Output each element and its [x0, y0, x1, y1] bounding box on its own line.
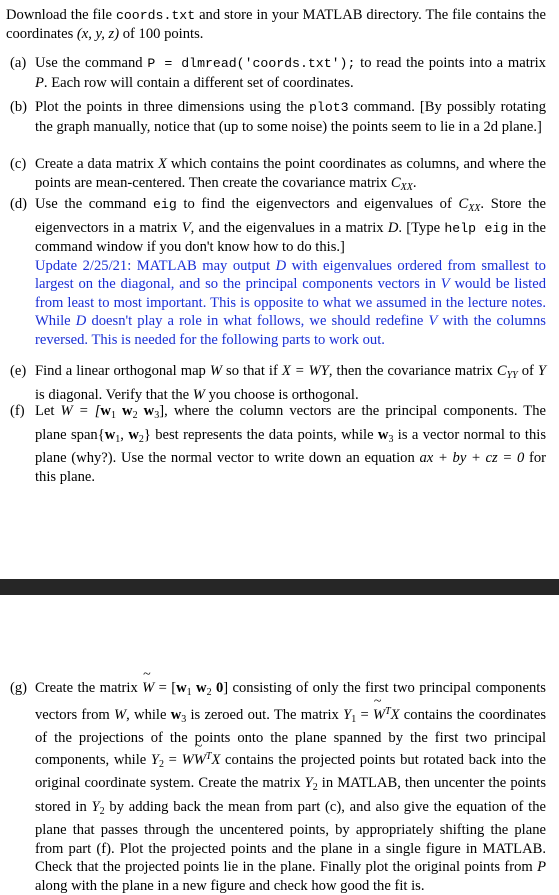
math-w2: w: [122, 403, 133, 419]
math-P: P: [35, 74, 44, 91]
item-f-body: Let $W = [w_1$ $w_2$ $w_3$], where the column vectors are the principal components. The plane $span\{w_1$, $w_2$} best represents the data points, while $w_3$ is a vector normal to this plane (why?). Use the normal vector to write down an equation ax + by + cz = 0 for this plane.: [35, 403, 547, 485]
text: {: [97, 426, 105, 443]
item-label-a: (a): [10, 55, 27, 71]
intro-tail: of 100 points.: [119, 26, 204, 42]
math-span: span: [70, 426, 98, 443]
text: to find the eigenvectors and eigenvalues of: [176, 196, 459, 212]
item-d-body: [35, 195, 546, 349]
text: is a vector normal to this plane (why?). Use the normal vector to write down an equation: [35, 426, 547, 466]
text: , while: [126, 706, 171, 723]
math-X: X: [157, 156, 167, 172]
math-eq: X = WY: [281, 363, 329, 379]
item-c: [6, 155, 546, 197]
item-f: [6, 402, 546, 486]
math-W: W: [209, 363, 223, 379]
math-w2: w: [196, 680, 207, 696]
text: best represents the data points, while: [150, 426, 378, 443]
math-V: V: [181, 219, 191, 236]
text: . Each row will contain a different set of coordinates.: [43, 74, 354, 91]
text: Plot the points in three dimensions using the: [35, 99, 310, 115]
math-zero: 0: [215, 680, 224, 696]
text: command. [By possibly rotating the graph manually, notice that (up to some noise) the points seem to lie in a 2d plane.]: [35, 99, 546, 135]
math-w3: w: [170, 706, 182, 723]
text: =: [164, 751, 182, 768]
math-w1: w: [176, 680, 187, 696]
text: is zeroed out. The matrix: [186, 706, 344, 723]
item-e: [6, 362, 546, 404]
math-P: P: [537, 859, 546, 875]
coords-math: (x, y, z): [76, 26, 120, 42]
text: Use the command: [35, 196, 154, 212]
text: along with the plane in a new figure and check how good the fit is.: [35, 877, 425, 894]
text: , then the covariance matrix: [328, 363, 497, 379]
intro-paragraph: [6, 6, 546, 44]
math-Y2: Y: [150, 751, 160, 768]
math-Y2: Y: [304, 775, 313, 791]
math-D: D: [387, 219, 399, 236]
text: . [Type: [398, 219, 445, 236]
code-help-eig: help eig: [444, 220, 509, 236]
item-label-g: (g): [10, 680, 28, 696]
text: by adding back the mean from part (c), and also give the equation of the plane that passes through the uncentered points, by appropriately shifting the plane from part (f). Plot the projected points and the plane in a single figure in MATLAB. Check that the projected points lie in the plane. Finally plot the original points from: [35, 798, 546, 875]
item-label-e: (e): [10, 363, 27, 379]
math-sub: XX: [400, 181, 413, 193]
text: in MATLAB, then uncenter the points stored in: [35, 775, 546, 815]
math-w3: w: [143, 403, 155, 419]
text: . Store the eigenvectors in a matrix: [35, 196, 546, 236]
text: which contains the point coordinates as columns, and where the points are mean-centered. Then create the covariance matrix: [35, 156, 546, 191]
text: contains the coordinates of the projections of the points onto the plane spanned by the first two principal components, while: [35, 706, 547, 768]
math-C: C: [496, 363, 507, 379]
text: for this plane.: [35, 450, 547, 485]
text: of: [517, 363, 538, 379]
update-note: [35, 257, 546, 350]
math-transpose: T: [205, 750, 212, 762]
math-Y2: Y: [91, 798, 100, 815]
text: =: [356, 706, 373, 723]
intro-text-2: and store in your MATLAB directory. The file contains the coordinates: [6, 7, 546, 42]
text: to read the points into a matrix: [355, 55, 546, 71]
text: ]: [223, 680, 229, 696]
text: = [: [154, 680, 177, 696]
separator-bar: [0, 579, 559, 595]
math-X: X: [211, 751, 221, 768]
math-X: X: [390, 706, 400, 723]
item-label-d: (d): [10, 196, 28, 212]
math-transpose: T: [385, 705, 391, 717]
item-d: [6, 195, 546, 349]
math-C: C: [458, 196, 469, 212]
text: ]: [159, 403, 165, 419]
math-W-tilde: ~ W: [194, 751, 206, 770]
math-sub: XX: [468, 203, 481, 214]
text: so that if: [222, 363, 282, 379]
math-plane-eq: ax + by + cz = 0: [419, 450, 525, 466]
item-c-body: [35, 155, 546, 197]
math-D: D: [75, 313, 87, 329]
math-Y1: Y: [343, 706, 352, 723]
file-name: coords.txt: [115, 8, 196, 23]
text: Use the command: [35, 55, 148, 71]
math-D: D: [275, 257, 287, 274]
text: would be listed from least to most important. This is opposite to what we assumed in the lecture notes. While: [35, 276, 546, 329]
math-Y: Y: [537, 363, 546, 379]
text: Create the matrix: [35, 680, 143, 696]
code-plot3: plot3: [309, 100, 349, 115]
item-e-body: [35, 362, 546, 404]
math-W-tilde: ~ W: [142, 679, 154, 698]
text: is diagonal. Verify that the: [35, 386, 193, 403]
code-dlmread: P = dlmread('coords.txt');: [147, 56, 356, 71]
math-V: V: [428, 313, 438, 329]
item-a: [6, 54, 546, 92]
text: , and the eigenvalues in a matrix: [190, 219, 388, 236]
text: contains the projected points but rotated back into the original coordinate system. Create the matrix: [35, 751, 546, 791]
code-eig: eig: [153, 197, 177, 212]
item-label-f: (f): [10, 403, 25, 419]
math-C: C: [390, 174, 401, 191]
item-label-c: (c): [10, 156, 27, 172]
text: consisting of only the first two principal components vectors from: [35, 680, 546, 723]
math-W-tilde: ~ W: [373, 706, 385, 725]
item-b-body: [35, 98, 546, 136]
text: doesn't play a role in what follows, we should redefine: [86, 313, 429, 329]
math-W: W: [181, 751, 194, 768]
text: with eigenvalues ordered from smallest to largest on the diagonal, and so the principal components vectors in: [35, 257, 546, 292]
text: in the command window if you don't know how to do this.]: [35, 219, 546, 255]
item-label-b: (b): [10, 99, 28, 115]
text: Update 2/25/21: MATLAB may output: [35, 257, 276, 274]
text: with the columns reversed. This is needed for the following parts to work out.: [35, 313, 546, 348]
math-w1: w: [104, 426, 116, 443]
text: }: [143, 426, 151, 443]
math-V: V: [440, 276, 450, 292]
text: .: [412, 174, 417, 191]
item-g-body: Create the matrix ~ $W = [w_1$ $w_2$ 0] consisting of only the first two principal components vectors from W, while $w_3$ is zeroed out. The matrix $Y_1$ = ~ $W^TX$ contains the coordinates of the projections of the points onto the plane spanned by the first two principal components, while $Y_2$ = W~ $W^TX$ contains the projected points but rotated back into the original coordinate system. Create the matrix $Y_2$ in MATLAB, then uncenter the points stored in $Y_2$ by adding back the mean from part (c), and also give the equation of the plane that passes through the uncentered points, by appropriately shifting the plane from part (f). Plot the projected points and the plane in a single figure in MATLAB. Check that the projected points lie in the plane. Finally plot the original points from P along with the plane in a new figure and check how good the fit is.: [35, 679, 546, 895]
math-eq: W = [: [60, 403, 101, 419]
item-a-body: [35, 54, 546, 92]
math-w2: w: [128, 426, 139, 443]
text: you choose is orthogonal.: [204, 386, 359, 403]
math-W: W: [113, 706, 127, 723]
item-g: [6, 679, 546, 895]
text: Create a data matrix: [35, 156, 158, 172]
math-W: W: [192, 386, 205, 403]
text: , where the column vectors are the principal components. The plane: [35, 403, 546, 443]
item-b: [6, 98, 546, 136]
text: Find a linear orthogonal map: [35, 363, 210, 379]
text: Let: [35, 403, 61, 419]
math-w1: w: [100, 403, 111, 419]
intro-text: Download the file: [6, 7, 116, 23]
math-sub: YY: [506, 370, 518, 381]
math-w3: w: [377, 426, 389, 443]
